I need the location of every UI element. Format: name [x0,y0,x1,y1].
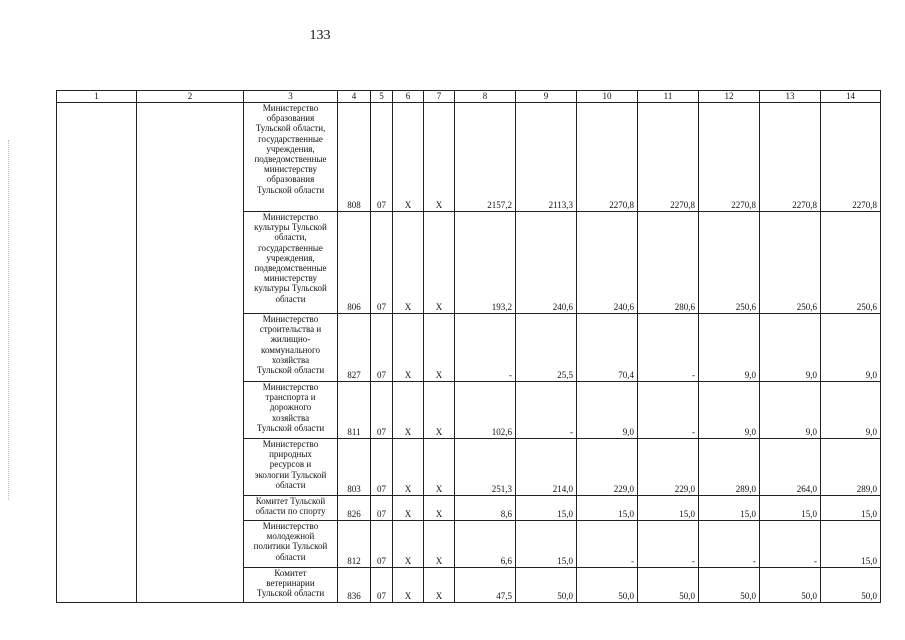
organization-name-line: Тульской области [256,422,325,433]
value-cell-col12: 9,0 [699,382,760,439]
value-cell-col14: 15,0 [821,496,881,521]
value-cell-col14: 9,0 [821,382,881,439]
value-cell-col7: Х [424,103,455,212]
value-cell-col8: 6,6 [455,521,516,568]
value-cell-col9: 214,0 [516,439,577,496]
organization-name-line: строительства и [259,324,322,335]
value-cell-col12: 2270,8 [699,103,760,212]
value-cell-col12: 50,0 [699,568,760,603]
value-cell-col9: 50,0 [516,568,577,603]
value-cell-col6: Х [393,382,424,439]
value-cell-col5: 07 [371,496,393,521]
value-cell-col14: 250,6 [821,212,881,314]
col-header-11: 11 [638,91,699,103]
value-cell-col6: Х [393,568,424,603]
header-row [57,91,881,103]
value-cell-col13: 9,0 [760,314,821,382]
value-cell-col9: 15,0 [516,496,577,521]
value-cell-col4: 806 [338,212,371,314]
value-cell-col5: 07 [371,103,393,212]
organization-name-line: подведомственные [254,154,327,165]
value-cell-col6: Х [393,103,424,212]
value-cell-col10: 70,4 [577,314,638,382]
col-header-13: 13 [760,91,821,103]
budget-table [56,90,881,603]
value-cell-col11: - [638,382,699,439]
value-cell-col4: 827 [338,314,371,382]
value-cell-col13: 15,0 [760,496,821,521]
value-cell-col7: Х [424,314,455,382]
organization-name-line: культуры Тульской [254,283,327,294]
organization-name-line: культуры Тульской [254,222,327,233]
value-cell-col8: 2157,2 [455,103,516,212]
col-header-2: 2 [137,91,244,103]
table-body [57,103,881,603]
organization-name-line: Тульской области [256,365,325,376]
value-cell-col5: 07 [371,521,393,568]
value-cell-col13: 2270,8 [760,103,821,212]
value-cell-col14: 2270,8 [821,103,881,212]
organization-name-line: учреждения, [266,143,315,154]
organization-name-line: хозяйства [271,354,310,365]
organization-name-line: жилищно- [270,334,311,345]
value-cell-col11: - [638,314,699,382]
organization-name-cell [244,496,338,521]
value-cell-col11: 50,0 [638,568,699,603]
col-header-6: 6 [393,91,424,103]
value-cell-col4: 826 [338,496,371,521]
value-cell-col12: 250,6 [699,212,760,314]
value-cell-col9: 2113,3 [516,103,577,212]
organization-name-line: учреждения, [266,252,315,263]
organization-name-line: Министерство [262,103,319,113]
organization-name-line: ветеринарии [266,578,315,589]
col2-cell [137,103,244,603]
value-cell-col6: Х [393,212,424,314]
value-cell-col7: Х [424,521,455,568]
organization-name-line: Тульской области, [255,123,326,134]
organization-name-line: Министерство [262,314,319,324]
organization-name-line: области, [274,232,307,243]
col-header-5: 5 [371,91,393,103]
col-header-3: 3 [244,91,338,103]
organization-name-line: коммунального [261,344,320,355]
value-cell-col10: 240,6 [577,212,638,314]
organization-name-line: государственные [258,133,323,144]
organization-name-line: Комитет Тульской [255,496,326,506]
value-cell-col8: 8,6 [455,496,516,521]
value-cell-col13: 250,6 [760,212,821,314]
value-cell-col8: - [455,314,516,382]
value-cell-col12: 9,0 [699,314,760,382]
value-cell-col6: Х [393,521,424,568]
table-row [57,103,881,212]
value-cell-col5: 07 [371,314,393,382]
value-cell-col6: Х [393,439,424,496]
value-cell-col8: 193,2 [455,212,516,314]
value-cell-col12: 15,0 [699,496,760,521]
organization-name-line: политики Тульской [253,541,328,552]
value-cell-col4: 803 [338,439,371,496]
value-cell-col10: 2270,8 [577,103,638,212]
organization-name-line: Министерство [262,382,319,392]
value-cell-col13: 50,0 [760,568,821,603]
value-cell-col9: 15,0 [516,521,577,568]
value-cell-col7: Х [424,439,455,496]
value-cell-col12: - [699,521,760,568]
organization-name-line: Министерство [262,439,319,449]
value-cell-col7: Х [424,568,455,603]
col-header-4: 4 [338,91,371,103]
value-cell-col4: 812 [338,521,371,568]
organization-name-line: области [275,293,306,304]
value-cell-col7: Х [424,382,455,439]
value-cell-col5: 07 [371,568,393,603]
value-cell-col9: 240,6 [516,212,577,314]
organization-name-line: Министерство [262,521,319,531]
value-cell-col11: 2270,8 [638,103,699,212]
organization-name-line: области [275,551,306,562]
value-cell-col11: 229,0 [638,439,699,496]
organization-name-line: ресурсов и [269,459,312,470]
organization-name-line: дорожного [269,402,312,413]
value-cell-col11: 280,6 [638,212,699,314]
value-cell-col8: 47,5 [455,568,516,603]
col-header-8: 8 [455,91,516,103]
organization-name-line: министерству [264,273,317,284]
value-cell-col13: 264,0 [760,439,821,496]
organization-name-cell [244,382,338,439]
col-header-9: 9 [516,91,577,103]
organization-name-line: подведомственные [254,263,327,274]
organization-name-cell [244,314,338,382]
organization-name-line: хозяйства [271,412,310,423]
col-header-1: 1 [57,91,137,103]
organization-name-line: Тульской области [256,588,325,599]
col-header-10: 10 [577,91,638,103]
value-cell-col7: Х [424,496,455,521]
value-cell-col9: 25,5 [516,314,577,382]
organization-name-line: экологии Тульской [254,469,327,480]
organization-name-line: министерству [264,164,317,175]
organization-name-line: Министерство [262,212,319,222]
value-cell-col7: Х [424,212,455,314]
value-cell-col6: Х [393,314,424,382]
value-cell-col12: 289,0 [699,439,760,496]
organization-name-line: Комитет [274,568,307,578]
value-cell-col10: - [577,521,638,568]
value-cell-col8: 102,6 [455,382,516,439]
value-cell-col14: 9,0 [821,314,881,382]
value-cell-col10: 229,0 [577,439,638,496]
organization-name-line: молодежной [266,531,315,542]
organization-name-line: образования [266,174,315,185]
value-cell-col11: - [638,521,699,568]
margin-dots [8,140,11,500]
value-cell-col13: - [760,521,821,568]
organization-name-line: образования [266,113,315,124]
value-cell-col9: - [516,382,577,439]
organization-name-cell [244,212,338,314]
organization-name-line: государственные [258,242,323,253]
value-cell-col10: 9,0 [577,382,638,439]
value-cell-col6: Х [393,496,424,521]
value-cell-col5: 07 [371,212,393,314]
value-cell-col14: 289,0 [821,439,881,496]
organization-name-line: Тульской области [256,184,325,195]
organization-name-line: природных [269,449,312,460]
value-cell-col5: 07 [371,439,393,496]
organization-name-line: транспорта и [265,392,316,403]
value-cell-col14: 50,0 [821,568,881,603]
value-cell-col4: 808 [338,103,371,212]
organization-name-cell [244,439,338,496]
value-cell-col4: 811 [338,382,371,439]
value-cell-col11: 15,0 [638,496,699,521]
page-number: 133 [309,28,331,43]
col-header-12: 12 [699,91,760,103]
organization-name-line: области [275,479,306,490]
value-cell-col14: 15,0 [821,521,881,568]
organization-name-line: области по спорту [255,506,326,517]
value-cell-col8: 251,3 [455,439,516,496]
col-header-7: 7 [424,91,455,103]
organization-name-cell [244,568,338,603]
value-cell-col10: 15,0 [577,496,638,521]
col-header-14: 14 [821,91,881,103]
col1-cell [57,103,137,603]
value-cell-col4: 836 [338,568,371,603]
value-cell-col10: 50,0 [577,568,638,603]
value-cell-col13: 9,0 [760,382,821,439]
organization-name-cell [244,521,338,568]
value-cell-col5: 07 [371,382,393,439]
organization-name-cell [244,103,338,212]
